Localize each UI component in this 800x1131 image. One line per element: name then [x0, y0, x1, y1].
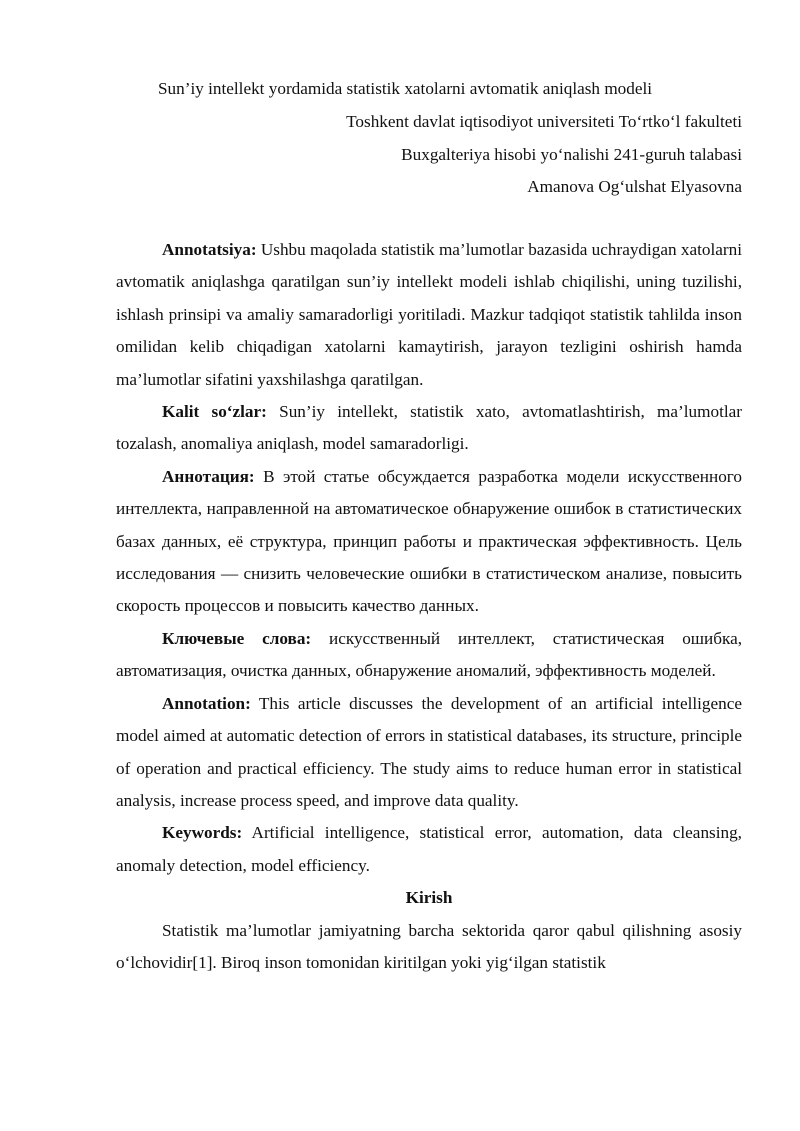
ru-abstract-label: Аннотация:	[162, 466, 255, 486]
author-name: Amanova Og‘ulshat Elyasovna	[527, 177, 742, 196]
section-heading-intro: Kirish	[405, 888, 453, 908]
en-abstract-text: This article discusses the development of an artificial intelligence model aimed at automatic detection of errors in statistical databases, its structure, principle of operation and practical efficiency. The study aims to reduce human error in statistical analysis, increase process speed, and improve data quality.	[116, 693, 742, 810]
ru-abstract-text: В этой статье обсуждается разработка модели искусственного интеллекта, направленной на автоматическое обнаружение ошибок в статистических базах данных, её структура, принцип работы и практическая эффективность. Цель исследования — снизить человеческие ошибки в статистическом анализе, повысить скорость процессов и повысить качество данных.	[116, 466, 742, 616]
paper-body	[116, 234, 742, 979]
en-keywords-label: Keywords:	[162, 823, 243, 843]
ru-keywords-text: искусственный интеллект, статистическая ошибка, автоматизация, очистка данных, обнаружение аномалий, эффективность моделей.	[116, 628, 743, 681]
intro-paragraph: Statistik ma’lumotlar jamiyatning barcha sektorida qaror qabul qilishning asosiy o‘lchovidir[1]. Biroq inson tomonidan kiritilgan yoki yig‘ilgan statistik	[116, 920, 742, 972]
uz-keywords	[116, 396, 742, 461]
uz-abstract-label: Annotatsiya:	[162, 240, 257, 259]
ru-keywords	[116, 623, 742, 688]
paper-title: Sun’iy intellekt yordamida statistik xatolarni avtomatik aniqlash modeli	[158, 79, 653, 98]
en-abstract-label: Annotation:	[162, 693, 251, 713]
ru-keywords-label: Ключевые слова:	[162, 628, 312, 648]
author-university: Toshkent davlat iqtisodiyot universiteti To‘rtko‘l fakulteti	[346, 112, 742, 131]
en-keywords	[116, 817, 742, 882]
en-keywords-text: Artificial intelligence, statistical error, automation, data cleansing, anomaly detection, model efficiency.	[116, 823, 742, 875]
uz-abstract-text: Ushbu maqolada statistik ma’lumotlar bazasida uchraydigan xatolarni avtomatik aniqlashga qaratilgan sun’iy intellekt modeli ishlab chiqilishi, uning tuzilishi, ishlash prinsipi va amaliy samaradorligi yoritiladi. Mazkur tadqiqot statistik tahlilda inson omilidan kelib chiqadigan xatolarni kamaytirish, jarayon tezligini oshirish hamda ma’lumotlar sifatini yaxshilashga qaratilgan.	[116, 240, 743, 389]
author-group: Buxgalteriya hisobi yo‘nalishi 241-guruh talabasi	[401, 145, 742, 164]
ru-abstract	[116, 461, 742, 623]
uz-keywords-label: Kalit so‘zlar:	[162, 402, 267, 422]
uz-keywords-text: Sun’iy intellekt, statistik xato, avtomatlashtirish, ma’lumotlar tozalash, anomaliya aniqlash, model samaradorligi.	[116, 402, 742, 454]
uz-abstract	[116, 234, 742, 396]
en-abstract	[116, 688, 742, 818]
